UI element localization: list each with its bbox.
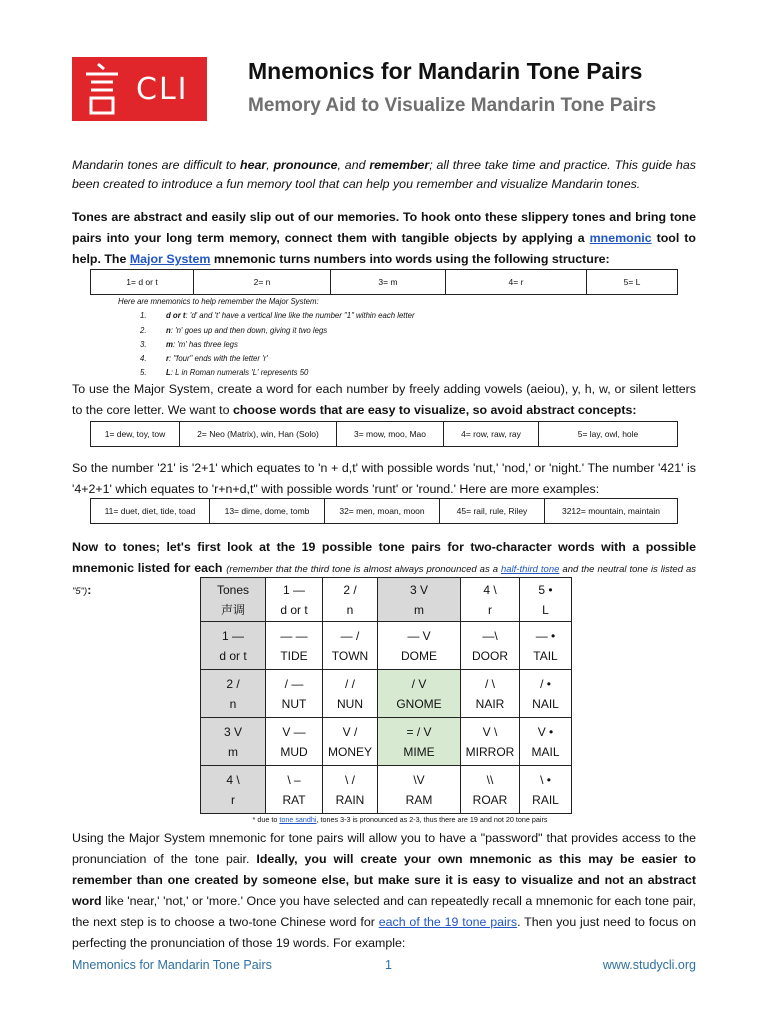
tone-pairs-link[interactable]: each of the 19 tone pairs [378, 915, 518, 929]
structure-cell: 1= d or t [91, 270, 194, 295]
logo-text: CLI [136, 71, 189, 107]
tone-header-cell: 2 / n [323, 578, 378, 622]
structure-cell: 4= r [446, 270, 587, 295]
tone-cell: / / NUN [323, 670, 378, 718]
tone-header-row [201, 578, 572, 622]
logo-glyph-icon [80, 57, 124, 121]
example-cell: 3212= mountain, maintain [545, 499, 678, 524]
tone-cell: — V DOME [378, 622, 461, 670]
examples-table-multi [90, 498, 678, 524]
examples-table-single [90, 421, 678, 447]
note-item: 5. L: L in Roman numerals 'L' represents 50 [140, 368, 309, 378]
tone-row-head: 1 — d or t [201, 622, 266, 670]
half-third-tone-link[interactable]: half-third tone [500, 564, 560, 575]
notes-intro: Here are mnemonics to help remember the Major System: [118, 297, 319, 306]
tone-header-cell: 4 \ r [461, 578, 520, 622]
password-paragraph: Using the Major System mnemonic for tone pairs will allow you to have a "password" that provides access to the pronunciation of the tone pair. Ideally, you will create your own mnemonic as this may be easier to remember than one created by someone else, but make sure it is easy to visualize and not an abstract word like 'near,' 'not,' or 'more.' Once you have selected and can repeatedly recall a mnemonic for each tone pair, the next step is to choose a two-tone Chinese word for each of the 19 tone pairs. Then you just need to focus on perfecting the pronunciation of those 19 words. For example: [72, 831, 696, 950]
note-item: 3. m: 'm' has three legs [140, 339, 238, 349]
tone-cell: V / MONEY [323, 718, 378, 766]
major-system-paragraph: Tones are abstract and easily slip out of our memories. To hook onto these slippery tones and bring tone pairs into your long term memory, connect them with tangible objects by applying a mnemonic tool to help. The Major System mnemonic turns numbers into words using the following structure: [72, 210, 696, 266]
tone-pairs-table [200, 577, 572, 814]
footer-title: Mnemonics for Mandarin Tone Pairs [72, 958, 272, 972]
tone-header-cell: 3 V m [378, 578, 461, 622]
cli-logo [72, 57, 207, 121]
example-cell: 3= mow, moo, Mao [337, 422, 444, 447]
structure-cell: 3= m [331, 270, 446, 295]
example-cell: 4= row, raw, ray [444, 422, 539, 447]
example-cell: 11= duet, diet, tide, toad [91, 499, 210, 524]
tone-cell: V • MAIL [520, 718, 572, 766]
major-system-notes [118, 295, 415, 381]
tone-header-cell: 5 • L [520, 578, 572, 622]
tone-cell: \\ ROAR [461, 766, 520, 814]
tone-cell: / • NAIL [520, 670, 572, 718]
example-cell: 2= Neo (Matrix), win, Han (Solo) [180, 422, 337, 447]
tone-row-head: 4 \ r [201, 766, 266, 814]
example-cell: 45= rail, rule, Riley [440, 499, 545, 524]
page-number: 1 [385, 958, 392, 972]
page-subtitle: Memory Aid to Visualize Mandarin Tone Pairs [248, 95, 657, 116]
note-item: 1. d or t: 'd' and 't' have a vertical line like the number "1" within each letter [140, 311, 415, 321]
major-system-link[interactable]: Major System [129, 252, 211, 266]
structure-table [90, 269, 678, 295]
structure-cell: 2= n [194, 270, 331, 295]
tone-header-cell: 1 — d or t [266, 578, 323, 622]
example-cell: 13= dime, dome, tomb [210, 499, 325, 524]
tone-sandhi-footnote: * due to tone sandhi, tones 3-3 is pronounced as 2-3, thus there are 19 and not 20 tone pairs [252, 815, 548, 824]
tone-row [201, 718, 572, 766]
mnemonic-link[interactable]: mnemonic [589, 231, 652, 245]
footer-website-link[interactable]: www.studycli.org [602, 958, 696, 972]
tone-cell: V \ MIRROR [461, 718, 520, 766]
number-examples-paragraph: So the number '21' is '2+1' which equates to 'n + d,t' with possible words 'nut,' 'nod,' or 'night.' The number '421' is '4+2+1' which equates to 'r+n+d,t" with possible words 'runt' or 'round.' Here are more examples: [72, 461, 696, 496]
tones-intro-paragraph: Now to tones; let's first look at the 19 possible tone pairs for two-character words with a possible mnemonic listed for each (remember that the third tone is almost always pronounced as a half-third tone and the neutral tone is listed as "5"): [72, 540, 696, 597]
example-cell: 5= lay, owl, hole [539, 422, 678, 447]
tone-cell: \ • RAIL [520, 766, 572, 814]
intro-paragraph: Mandarin tones are difficult to hear, pronounce, and remember; all three take time and practice. This guide has been created to introduce a fun memory tool that can help you remember and visualize Mandarin tones. [72, 158, 696, 191]
tone-row [201, 670, 572, 718]
tone-cell: \ – RAT [266, 766, 323, 814]
tone-header-cell: Tones 声调 [201, 578, 266, 622]
tone-row [201, 766, 572, 814]
example-cell: 32= men, moan, moon [325, 499, 440, 524]
note-item: 2. n: 'n' goes up and then down, giving it two legs [140, 325, 328, 335]
tone-row [201, 622, 572, 670]
tone-cell: — — TIDE [266, 622, 323, 670]
tone-cell: V — MUD [266, 718, 323, 766]
tone-cell: — • TAIL [520, 622, 572, 670]
tone-cell: \ / RAIN [323, 766, 378, 814]
tone-cell: / V GNOME [378, 670, 461, 718]
tone-cell: — / TOWN [323, 622, 378, 670]
page-title: Mnemonics for Mandarin Tone Pairs [248, 58, 643, 84]
usage-paragraph: To use the Major System, create a word for each number by freely adding vowels (aeiou), y, h, w, or silent letters to the core letter. We want to choose words that are easy to visualize, so avoid abstract concepts: [72, 382, 696, 417]
tone-cell: —\ DOOR [461, 622, 520, 670]
tone-cell: = / V MIME [378, 718, 461, 766]
tone-row-head: 2 / n [201, 670, 266, 718]
tone-cell: \V RAM [378, 766, 461, 814]
tone-cell: / — NUT [266, 670, 323, 718]
tone-sandhi-link[interactable]: tone sandhi [279, 815, 317, 824]
tone-cell: / \ NAIR [461, 670, 520, 718]
example-cell: 1= dew, toy, tow [91, 422, 180, 447]
structure-cell: 5= L [587, 270, 678, 295]
tone-row-head: 3 V m [201, 718, 266, 766]
note-item: 4. r: "four" ends with the letter 'r' [140, 354, 268, 364]
